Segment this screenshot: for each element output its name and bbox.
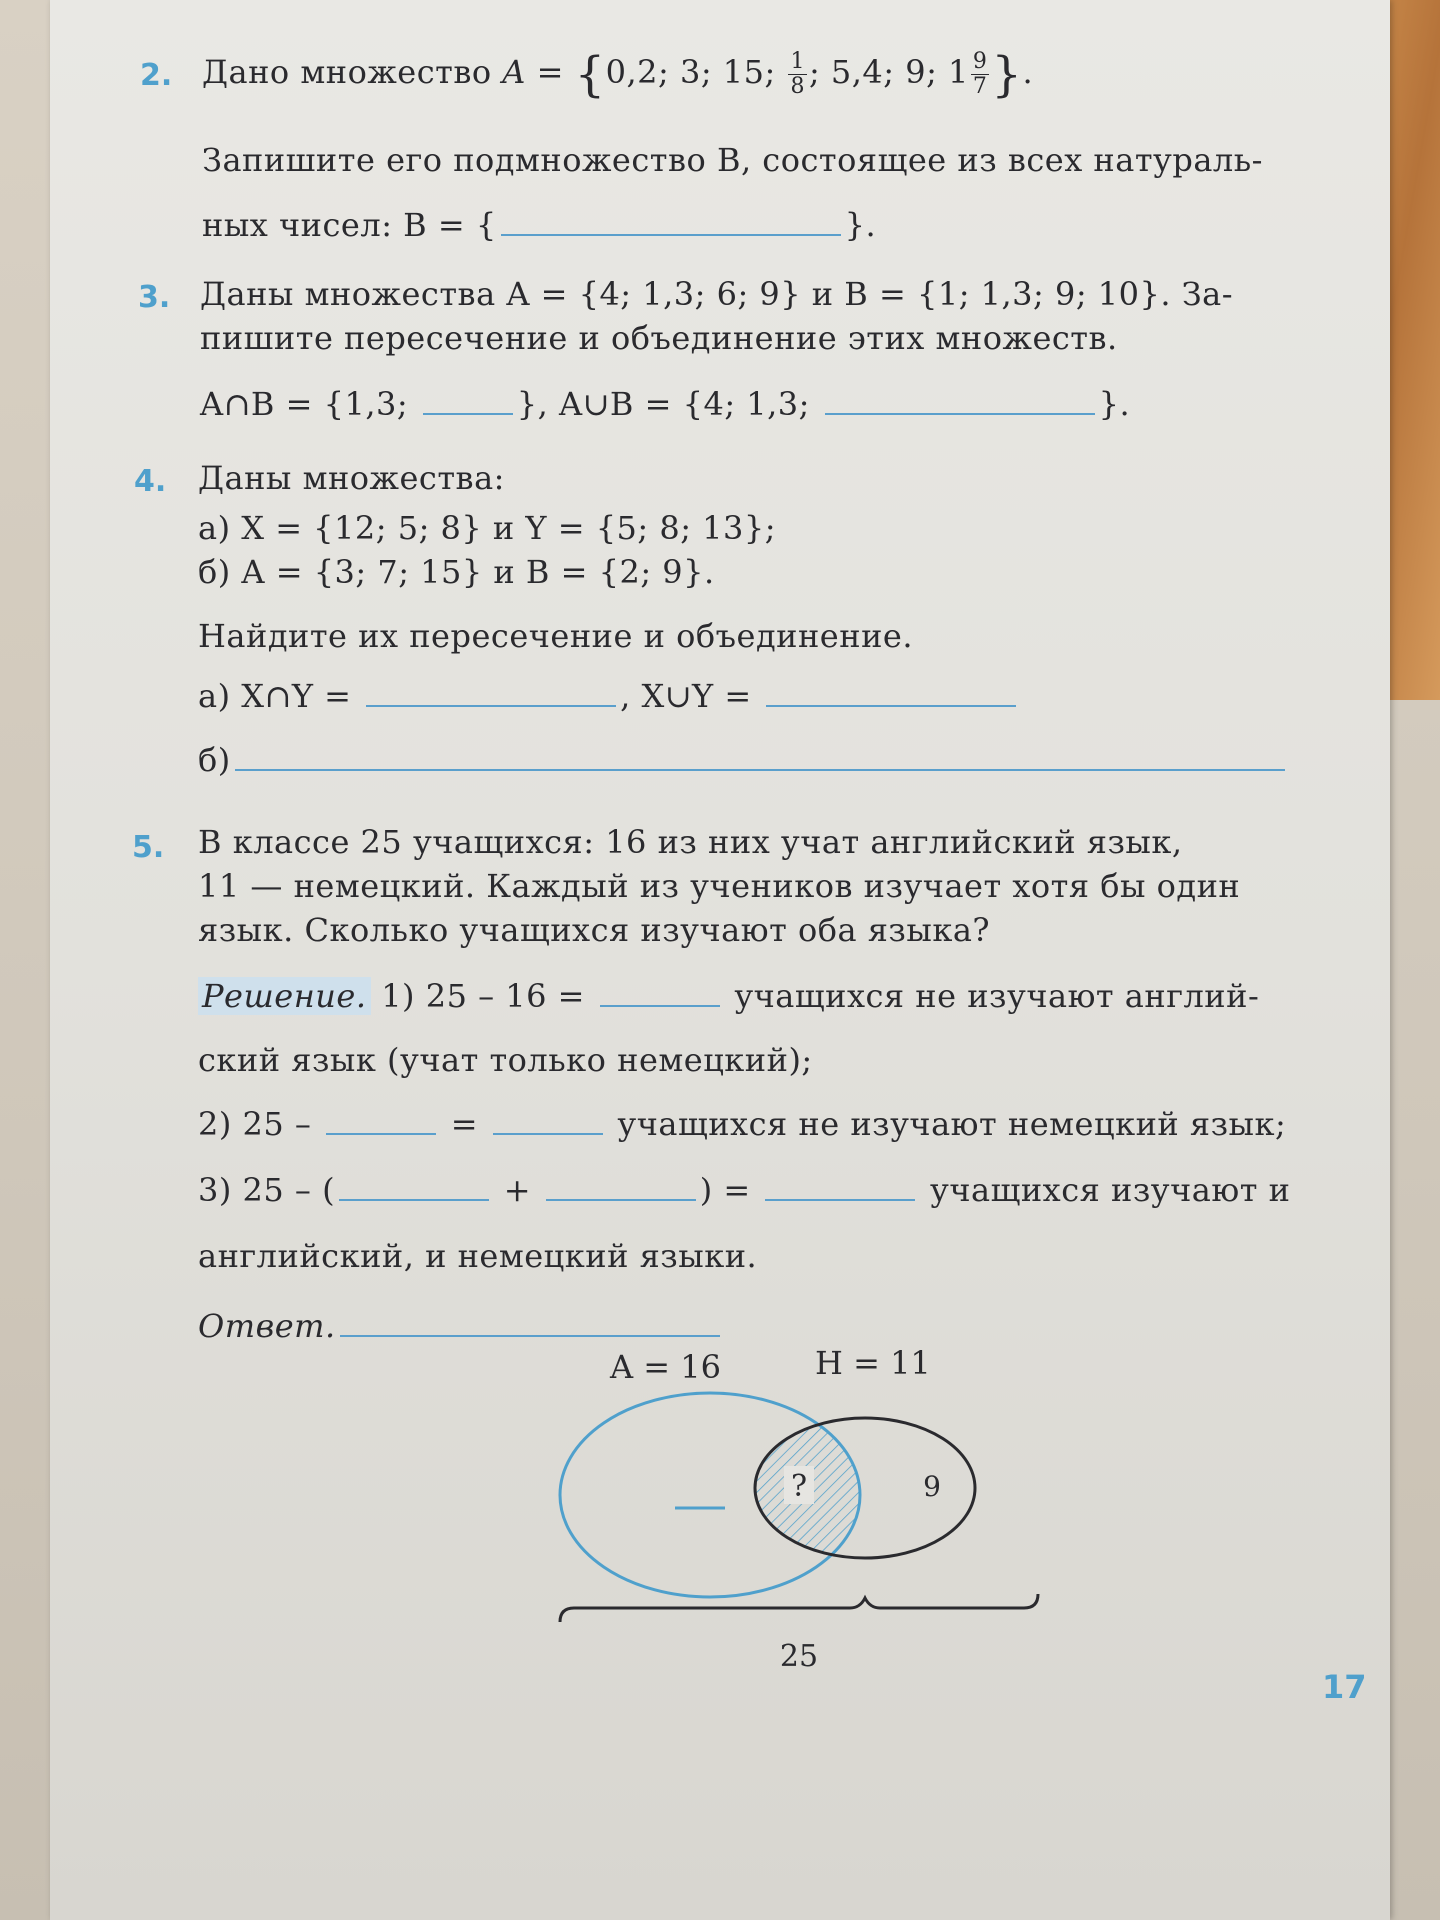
venn-total: 25 [779, 1639, 819, 1674]
fraction-1-8 [788, 50, 807, 99]
solution-label: Решение. [198, 977, 371, 1015]
task-3-number: 3. [138, 280, 171, 315]
task-5-line-1: В классе 25 учащихся: 16 из них учат английский язык, [198, 823, 1183, 861]
step-2-blank-a[interactable] [326, 1105, 436, 1135]
union-blank[interactable] [825, 385, 1095, 415]
task-4-answer-b [198, 740, 1289, 780]
solution-step-1-cont: ский язык (учат только немецкий); [198, 1041, 813, 1079]
total-brace [560, 1594, 1038, 1622]
task-4-find: Найдите их пересечение и объединение. [198, 617, 913, 655]
task-3-answer-line [200, 384, 1130, 424]
step-1-blank[interactable] [600, 977, 720, 1007]
task-4-item-b: б) A = {3; 7; 15} и B = {2; 9}. [198, 553, 715, 591]
step-2-eq: = [440, 1105, 489, 1143]
answer-a-mid: , X∪Y = [620, 677, 763, 715]
task-2-set-name: A [502, 53, 526, 91]
step-2-blank-b[interactable] [493, 1105, 603, 1135]
solution-step-3-cont: английский, и немецкий языки. [198, 1237, 758, 1275]
step-3-blank-b[interactable] [546, 1171, 696, 1201]
step-1-suffix: учащихся не изучают англий- [723, 977, 1260, 1015]
fraction-denominator: 7 [972, 74, 988, 99]
solution-step-1 [198, 976, 1259, 1016]
answer-blank[interactable] [340, 1307, 720, 1337]
task-5-line-3: язык. Сколько учащихся изучают оба языка? [198, 911, 991, 949]
task-2-elements-b: ; 5,4; 9; 1 [808, 53, 969, 91]
task-3-line-2: пишите пересечение и объединение этих множеств. [200, 319, 1118, 357]
answer-line [198, 1306, 724, 1346]
task-2-line-3-prefix: ных чисел: B = { [202, 206, 497, 244]
fraction-numerator: 9 [972, 49, 988, 74]
page-number: 17 [1322, 1668, 1367, 1706]
answer-blank[interactable] [501, 206, 841, 236]
task-4-item-a: а) X = {12; 5; 8} и Y = {5; 8; 13}; [198, 509, 777, 547]
task-2-number: 2. [140, 58, 173, 93]
intersection-blank[interactable] [423, 385, 513, 415]
task-5-line-2: 11 — немецкий. Каждый из учеников изучает хотя бы один [198, 867, 1241, 905]
task-5-number: 5. [132, 830, 165, 865]
task-4-number: 4. [134, 464, 167, 499]
answer-label: Ответ. [198, 1307, 336, 1345]
venn-label-english: A = 16 [610, 1348, 721, 1386]
step-3-blank-a[interactable] [339, 1171, 489, 1201]
task-2-line-1 [202, 46, 1034, 103]
step-2-prefix: 2) 25 – [198, 1105, 323, 1143]
fraction-9-7 [971, 50, 990, 99]
step-3-plus: + [493, 1171, 542, 1209]
solution-step-3 [198, 1170, 1290, 1210]
german-only-value: 9 [923, 1470, 941, 1503]
union-suffix: }. [1098, 385, 1131, 423]
open-brace: { [574, 46, 606, 103]
task-2-eq: = [525, 53, 575, 91]
intersection-suffix: }, A∪B = {4; 1,3; [516, 385, 821, 423]
intersection-question: ? [790, 1469, 808, 1504]
task-4-answer-a [198, 676, 1020, 716]
venn-label-german: H = 11 [815, 1344, 931, 1382]
task-3-line-1: Даны множества A = {4; 1,3; 6; 9} и B = {1; 1,3; 9; 10}. За- [200, 275, 1234, 313]
intersection-prefix: A∩B = {1,3; [200, 385, 419, 423]
task-4-line-1: Даны множества: [198, 459, 505, 497]
close-brace: } [991, 46, 1023, 103]
task-2-end: . [1022, 53, 1034, 91]
intersection-blank[interactable] [366, 677, 616, 707]
venn-diagram [450, 1380, 1090, 1680]
fraction-numerator: 1 [790, 49, 805, 74]
task-2-line-3-suffix: }. [844, 206, 877, 244]
task-2-intro: Дано множество [202, 53, 503, 91]
task-2-line-2: Запишите его подмножество B, состоящее из всех натураль- [202, 141, 1263, 179]
answer-a-prefix: а) X∩Y = [198, 677, 363, 715]
solution-step-2 [198, 1104, 1286, 1144]
step-1-prefix: 1) 25 – 16 = [370, 977, 596, 1015]
step-2-suffix: учащихся не изучают немецкий язык; [606, 1105, 1287, 1143]
answer-b-blank[interactable] [235, 741, 1285, 771]
fraction-denominator: 8 [790, 74, 805, 99]
answer-b-prefix: б) [198, 741, 231, 779]
step-3-blank-c[interactable] [765, 1171, 915, 1201]
step-3-prefix: 3) 25 – ( [198, 1171, 336, 1209]
step-3-suffix: учащихся изучают и [919, 1171, 1291, 1209]
union-blank[interactable] [766, 677, 1016, 707]
task-2-line-3 [202, 205, 876, 245]
step-3-close: ) = [699, 1171, 762, 1209]
workbook-page [50, 0, 1390, 1920]
task-2-elements-a: 0,2; 3; 15; [605, 53, 787, 91]
